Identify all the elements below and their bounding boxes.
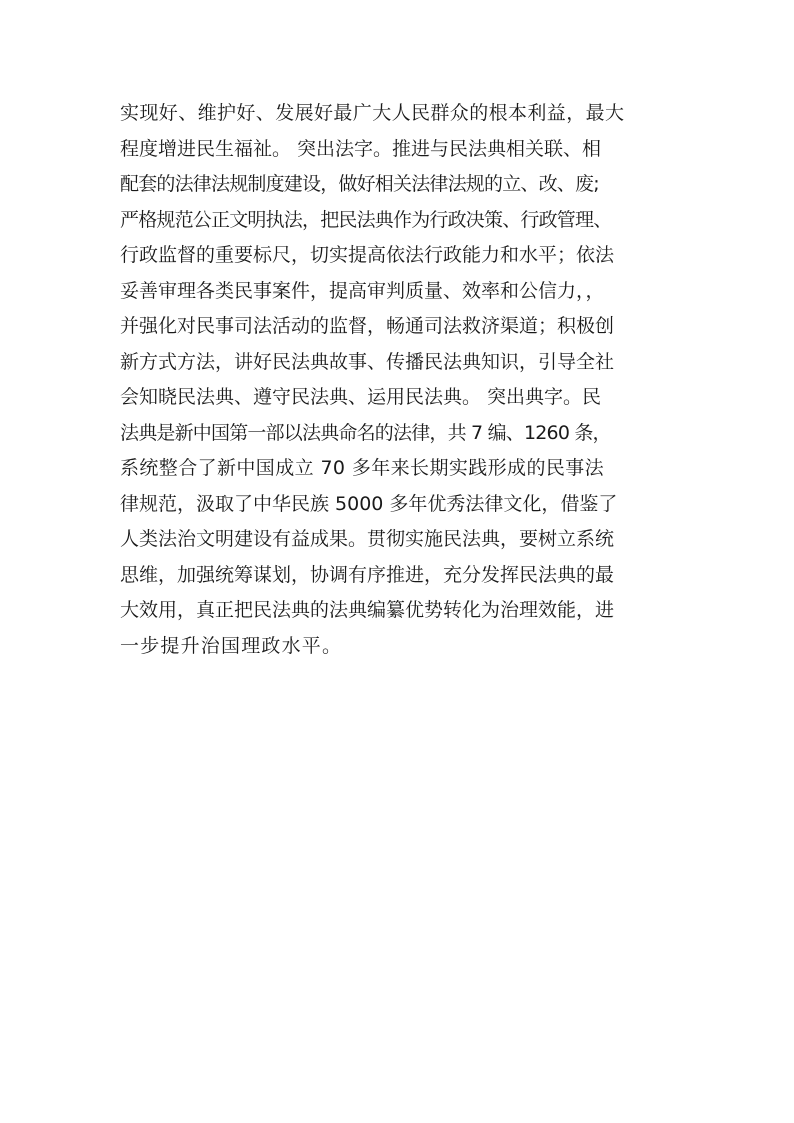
text-line: 实现好、维护好、发展好最广大人民群众的根本利益，最大 xyxy=(120,102,625,124)
text-line: 律规范，汲取了中华民族 5000 多年优秀法律文化，借鉴了 xyxy=(120,492,618,515)
text-line: 严格规范公正文明执法，把民法典作为行政决策、行政管理、 xyxy=(120,208,612,231)
text-line: 行政监督的重要标尺，切实提高依法行政能力和水平；依法 xyxy=(120,244,615,266)
text-line: 大效用，真正把民法典的法典编纂优势转化为治理效能，进 xyxy=(120,599,615,621)
body-paragraph xyxy=(120,98,700,666)
text-line: 一步提升治国理政水平。 xyxy=(120,634,343,657)
text-line: 法典是新中国第一部以法典命名的法律，共 7 编、1260 条， xyxy=(120,421,611,444)
text-line: 思维，加强统筹谋划，协调有序推进，充分发挥民法典的最 xyxy=(120,563,615,586)
text-line: 配套的法律法规制度建设，做好相关法律法规的立、改、废; xyxy=(120,173,599,195)
text-line: 并强化对民事司法活动的监督，畅通司法救济渠道；积极创 xyxy=(120,315,615,337)
text-line: 会知晓民法典、遵守民法典、运用民法典。 突出典字。民 xyxy=(120,386,602,408)
text-line: 程度增进民生福祉。 突出法字。推进与民法典相关联、相 xyxy=(120,137,602,160)
text-line: 妥善审理各类民事案件，提高审判质量、效率和公信力，， xyxy=(120,279,605,302)
text-line: 人类法治文明建设有益成果。贯彻实施民法典，要树立系统 xyxy=(120,528,615,550)
text-line: 新方式方法，讲好民法典故事、传播民法典知识，引导全社 xyxy=(120,350,615,373)
text-line: 系统整合了新中国成立 70 多年来长期实践形成的民事法 xyxy=(120,457,605,479)
